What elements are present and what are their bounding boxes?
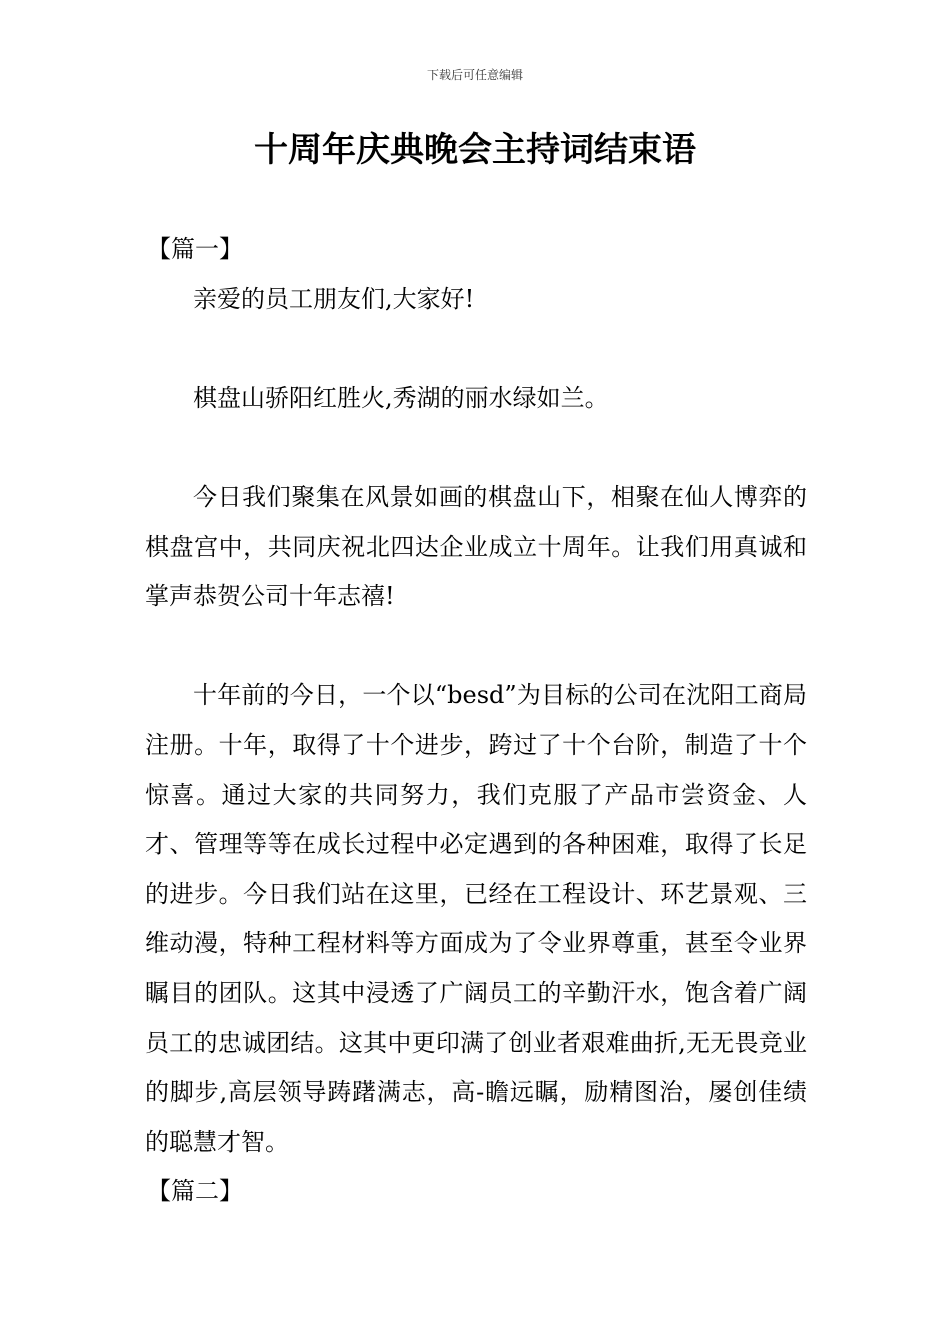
document-body <box>145 225 807 1217</box>
header-note: 下载后可任意编辑 <box>426 68 523 82</box>
paragraph-spacer <box>145 423 807 473</box>
paragraph-scenery: 棋盘山骄阳红胜火,秀湖的丽水绿如兰。 <box>193 383 609 412</box>
document-title: 十周年庆典晚会主持词结束语 <box>254 130 696 170</box>
paragraph-history: 十年前的今日，一个以“besd”为目标的公司在沈阳工商局注册。十年，取得了十个进步，跨过了十个台阶，制造了十个惊喜。通过大家的共同努力，我们克服了产品市尝资金、人才、管理等等在成长过程中必定遇到的各种困难，取得了长足的进步。今日我们站在这里，已经在工程设计、环艺景观、三维动漫，特种工程材料等方面成为了令业界尊重，甚至令业界瞩目的团队。这其中浸透了广阔员工的辛勤汗水，饱含着广阔员工的忠诚团结。这其中更印满了创业者艰难曲折,无无畏竞业的脚步,高层领导踌躇满志，高-瞻远瞩，励精图治，屡创佳绩的聪慧才智。 <box>145 681 807 1156</box>
paragraph-spacer <box>145 622 807 672</box>
paragraph-spacer <box>145 324 807 374</box>
section-label-1: 【篇一】 <box>147 235 243 263</box>
paragraph-celebration: 今日我们聚集在风景如画的棋盘山下，相聚在仙人博弈的棋盘宫中，共同庆祝北四达企业成立十周年。让我们用真诚和掌声恭贺公司十年志禧! <box>145 482 807 611</box>
paragraph-greeting: 亲爱的员工朋友们,大家好! <box>193 284 475 313</box>
section-label-2: 【篇二】 <box>147 1177 243 1206</box>
